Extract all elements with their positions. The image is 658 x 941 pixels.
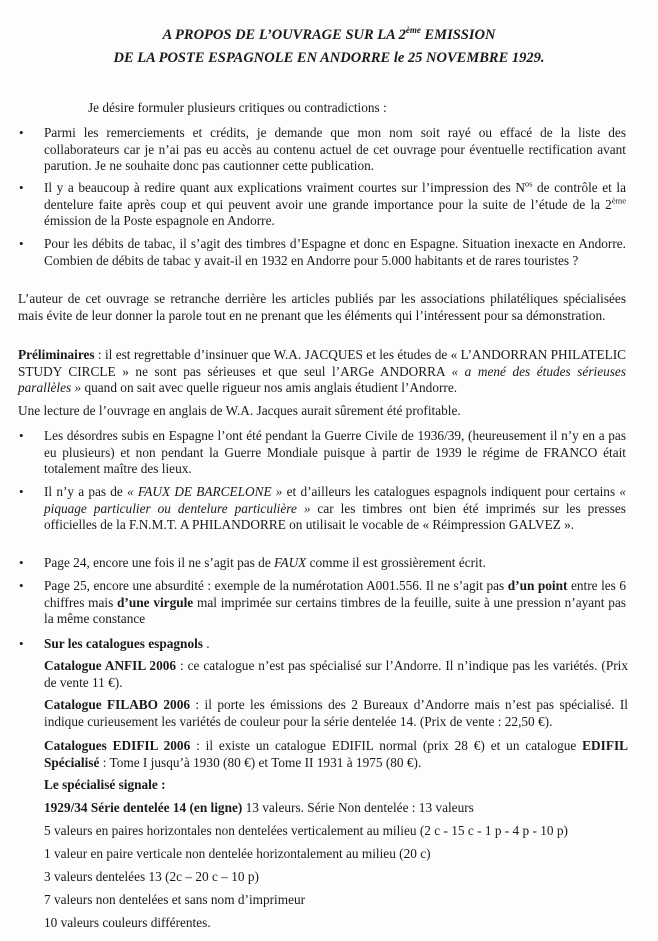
bullet-page-24: Page 24, encore une fois il ne s’agit pas de FAUX comme il est grossièrement écrit. (44, 555, 486, 570)
bullet-icon: • (19, 555, 24, 570)
para-auteur: L’auteur de cet ouvrage se retranche derrière les articles publiés par les associations philatéliques spécialisées mais évite de leur donner la parole tout en ne prenant que les éléments qui l’intéressent pour sa démonstration. (18, 291, 626, 323)
title-line-2: DE LA POSTE ESPAGNOLE EN ANDORRE le 25 NOVEMBRE 1929. (113, 50, 545, 66)
bullet-icon: • (19, 428, 24, 443)
list-item: 3 valeurs dentelées 13 (2c – 20 c – 10 p) (44, 869, 259, 884)
catalogue-filabo: Catalogue FILABO 2006 : il porte les émissions des 2 Bureaux d’Andorre mais n’est pas spécialisé. Il indique curieusement les variétés de couleur pour la série dentelée 14. (Prix de vente : 22,50 €). (44, 697, 628, 729)
para-lecture: Une lecture de l’ouvrage en anglais de W.A. Jacques aurait sûrement été profitable. (18, 403, 461, 418)
catalogue-edifil: Catalogues EDIFIL 2006 : il existe un catalogue EDIFIL normal (prix 28 €) et un catalogue EDIFIL Spécialisé : Tome I jusqu’à 1930 (80 €) et Tome II 1931 à 1975 (80 €). (44, 738, 628, 770)
specialise-heading: Le spécialisé signale : (44, 777, 166, 792)
bullet-icon: • (19, 236, 24, 251)
bullet-faux-barcelone: Il n’y a pas de « FAUX DE BARCELONE » et d’ailleurs les catalogues espagnols indiquent pour certains « piquage particulier ou dentelure particulière » car les timbres ont bien été imprimés sur les presses officielles de la F.N.M.T. A PHILANDORRE on utilisait le vocable de « Réimpression GALVEZ ». (44, 484, 626, 533)
bullet-impression: Il y a beaucoup à redire quant aux explications vraiment courtes sur l’impression des $N^{os}$ de contrôle et la dentelure faite après coup et qui peuvent avoir une grande importance pour la suite de l’étude de la 2ème émission de la Poste espagnole en Andorre. (44, 178, 626, 229)
serie-line: 1929/34 Série dentelée 14 (en ligne) 13 valeurs. Série Non dentelée : 13 valeurs (44, 800, 474, 815)
title-sup: ème (405, 25, 421, 36)
catalogue-anfil: Catalogue ANFIL 2006 : ce catalogue n’est pas spécialisé sur l’Andorre. Il n’indique pas les variétés. (Prix de vente 11 €). (44, 658, 628, 690)
intro-text: Je désire formuler plusieurs critiques ou contradictions : (88, 100, 387, 115)
bullet-icon: • (19, 578, 24, 593)
bullet-icon: • (19, 636, 24, 651)
bullet-page-25: Page 25, encore une absurdité : exemple de la numérotation A001.556. Il ne s’agit pas d’un point entre les 6 chiffres mais d’une virgule mal imprimée sur certains timbres de la feuille, suite à une pression n’ayant pas la même constance (44, 578, 627, 627)
list-item: 7 valeurs non dentelées et sans nom d’imprimeur (44, 892, 306, 907)
list-item: 1 valeur en paire verticale non dentelée horizontalement au milieu (20 c) (44, 846, 431, 861)
bullet-remerciements: Parmi les remerciements et crédits, je demande que mon nom soit rayé ou effacé de la liste des collaborateurs car je n’ai pas eu accès au contenu actuel de cet ouvrage pour éventuelle rectification avant parution. Je ne souhaite donc pas cautionner cette publication. (44, 125, 626, 174)
title-text-end: EMISSION (420, 27, 496, 43)
bullet-icon: • (19, 125, 24, 140)
para-preliminaires: Préliminaires : il est regrettable d’insinuer que W.A. JACQUES et les études de « L’ANDORRAN PHILATELIC STUDY CIRCLE » ne sont pas sérieuses et que seul l’ARGe ANDORRA « a mené des études sérieuses parallèles » quand on sait avec quelle rigueur nos amis anglais étudient l’Andorre. (18, 347, 626, 396)
bullet-icon: • (19, 484, 24, 499)
title-line-1 (0, 27, 658, 44)
bullet-debits-tabac: Pour les débits de tabac, il s’agit des timbres d’Espagne et donc en Espagne. Situation inexacte en Andorre. Combien de débits de tabac y avait-il en 1932 en Andorre pour 5.000 habitants et de rares touristes ? (44, 236, 626, 268)
bullet-desordres: Les désordres subis en Espagne l’ont été pendant la Guerre Civile de 1936/39, (heureusement il n’y en a pas eu plusieurs) et non pendant la Guerre Mondiale puisque à partir de 1939 le régime de FRANCO était totalement maître des lieux. (44, 428, 626, 477)
list-item: 5 valeurs en paires horizontales non dentelées verticalement au milieu (2 c - 15 c - 1 p - 4 p - 10 p) (44, 823, 568, 838)
title-text: A PROPOS DE L’OUVRAGE SUR LA 2 (162, 27, 406, 43)
bullet-catalogues: Sur les catalogues espagnols . (44, 636, 210, 651)
list-item: 10 valeurs couleurs différentes. (44, 915, 211, 930)
bullet-icon: • (19, 180, 24, 195)
